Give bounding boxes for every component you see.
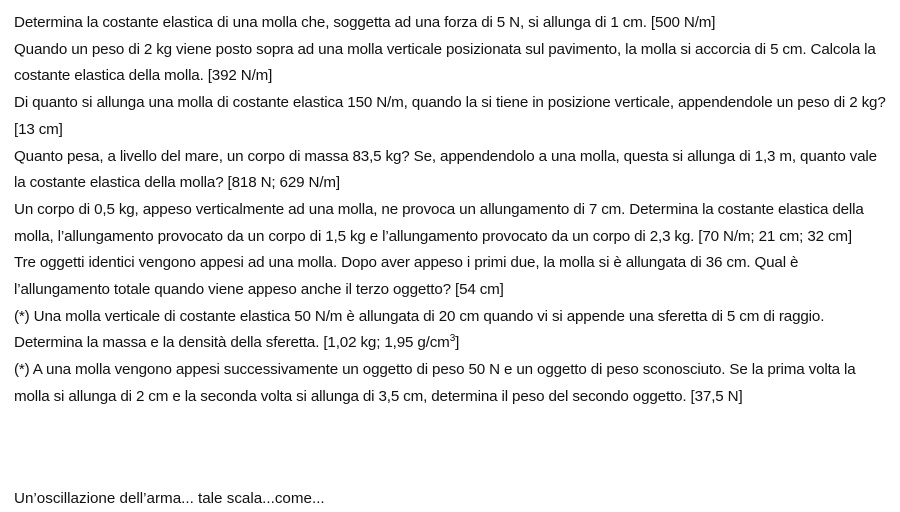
exercise-item-6: Tre oggetti identici vengono appesi ad una molla. Dopo aver appeso i primi due, la molla si è allungata di 36 cm. Qual è l’allungamento totale quando viene appeso anche il terzo oggetto? [54 cm] bbox=[14, 254, 799, 299]
exercise-item-1: Determina la costante elastica di una molla che, soggetta ad una forza di 5 N, si allunga di 1 cm. [500 N/m] bbox=[14, 14, 716, 31]
exercise-list bbox=[14, 10, 886, 411]
exercise-item-4: Quanto pesa, a livello del mare, un corpo di massa 83,5 kg? Se, appendendolo a una molla, questa si allunga di 1,3 m, quanto vale la costante elastica della molla? [818 N; 629 N/m] bbox=[14, 147, 877, 192]
exercise-item-3: Di quanto si allunga una molla di costante elastica 150 N/m, quando la si tiene in posizione verticale, appendendole un peso di 2 kg? [13 cm] bbox=[14, 94, 886, 138]
exercise-item-2: Quando un peso di 2 kg viene posto sopra ad una molla verticale posizionata sul pavimento, la molla si accorcia di 5 cm. Calcola la costante elastica della molla. [392 N/m] bbox=[14, 40, 876, 85]
exercise-item-7 bbox=[14, 304, 886, 357]
exercise-7-superscript: 3 bbox=[449, 333, 456, 345]
exercise-item-5: Un corpo di 0,5 kg, appeso verticalmente ad una molla, ne provoca un allungamento di 7 cm. Determina la costante elastica della molla, l’allungamento provocato da un corpo di 1,5 kg e l’allungamento provocato da un corpo di 2,3 kg. [70 N/m; 21 cm; 32 cm] bbox=[14, 200, 864, 245]
exercise-7-text: (*) Una molla verticale di costante elastica 50 N/m è allungata di 20 cm quando vi si appende una sferetta di 5 cm di raggio. Determina la massa e la densità della sferetta. [1,02 kg; 1,95 g/cm bbox=[14, 307, 825, 352]
exercise-7-closing: ] bbox=[455, 334, 460, 352]
partial-next-line: Un’oscillazione dell’arma... tale scala...come... bbox=[14, 490, 325, 507]
exercise-item-8: (*) A una molla vengono appesi successivamente un oggetto di peso 50 N e un oggetto di peso sconosciuto. Se la prima volta la molla si allunga di 2 cm e la seconda volta si allunga di 3,5 cm, determina il peso del secondo oggetto. [37,5 N] bbox=[14, 361, 856, 405]
